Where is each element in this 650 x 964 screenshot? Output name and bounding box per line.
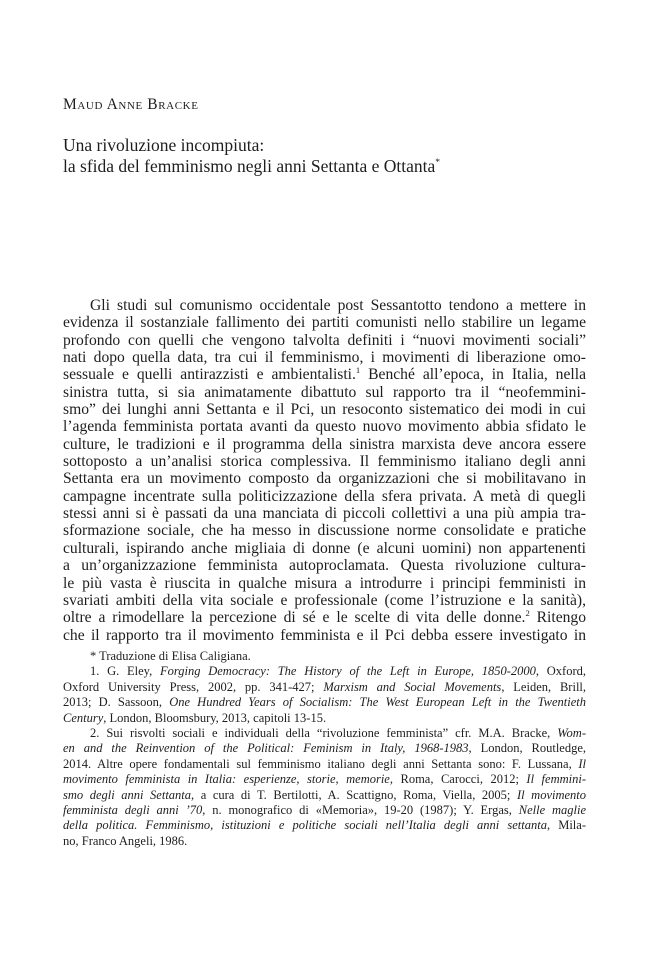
body-line: l’agenda femminista portata avanti da questo nuovo movimento abbia sfidato le <box>63 418 586 436</box>
body-line <box>63 609 586 626</box>
title-footnote-mark: * <box>435 157 441 169</box>
body-line-text: Benché all’epoca, in Italia, nella <box>360 366 586 384</box>
body-line: Gli studi sul comunismo occidentale post Sessantotto tendono a mettere in <box>90 297 586 314</box>
footnote-text: 2014. Altre opere fondamentali sul femminismo italiano degli anni Settanta sono: F. Lussana, <box>63 756 579 771</box>
footnote-text: , London, Routledge, <box>468 741 587 756</box>
footnote-2-line <box>63 757 586 772</box>
footnote-star: * Traduzione di Elisa Caligiana. <box>90 649 251 663</box>
footnote-1-line <box>63 664 586 679</box>
footnote-italic: Il femmini- <box>526 772 586 787</box>
body-line: sinistra tutta, si sia animatamente dibattuto sul rapporto tra il “neofemmini- <box>63 383 586 401</box>
footnote-text: Oxford University Press, 2002, pp. 341-427; <box>63 679 324 694</box>
footnote-text: , a cura di T. Bertilotti, A. Scattigno, Roma, Viella, 2005; <box>191 787 517 802</box>
footnote-italic: Wom- <box>557 725 586 740</box>
footnote-italic: Marxism and Social Movements <box>323 679 502 694</box>
body-text <box>63 297 586 644</box>
body-line: a un’organizzazione femminista autoproclamata. Questa rivoluzione cultura- <box>63 557 586 575</box>
title-line-2-text: la sfida del femminismo negli anni Settanta e Ottanta <box>63 156 436 176</box>
footnote-italic: Century <box>63 710 104 725</box>
footnote-2-line <box>63 788 586 803</box>
footnote-text: , Mila- <box>546 818 586 833</box>
body-line: smo” dei lunghi anni Settanta e il Pci, un resoconto sistematico dei modi in cui <box>63 401 586 419</box>
body-line: che il rapporto tra il movimento femminista e il Pci debba essere investigato in <box>63 626 586 644</box>
footnote-italic: Forging Democracy: The History of the Left in Europe, 1850-2000 <box>159 664 536 679</box>
footnote-italic: femminista degli anni ’70 <box>63 802 203 817</box>
footnote-2-line: no, Franco Angeli, 1986. <box>63 833 188 848</box>
body-line: sottoposto a un’analisi storica complessiva. Il femminismo italiano degli anni <box>63 453 586 471</box>
footnotes <box>63 649 586 849</box>
footnote-2-line <box>63 818 586 833</box>
footnote-1-line <box>63 695 586 710</box>
footnote-text: 2013; D. Sassoon, <box>63 695 170 710</box>
body-line: svariati ambiti della vita sociale e professionale (come l’istruzione e la sanità), <box>63 591 586 609</box>
body-line: Settanta era un movimento composto da organizzazioni che si mobilitavano in <box>63 470 586 488</box>
footnote-italic: smo degli anni Settanta <box>63 787 192 802</box>
footnote-1-line <box>63 711 586 726</box>
body-line: profondo con quelli che vengono talvolta definiti i “nuovi movimenti sociali” <box>63 331 586 349</box>
footnote-text: , n. monografico di «Memoria», 19-20 (1987); Y. Ergas, <box>202 802 519 817</box>
footnote-2-line <box>63 772 586 787</box>
article-title <box>63 135 603 177</box>
footnote-2-line <box>63 741 586 756</box>
body-line: campagne incentrate sulla politicizzazione della sfera privata. A metà di quegli <box>63 487 586 505</box>
footnote-italic: Il <box>578 756 586 771</box>
body-line-text: sessuale e quelli antirazzisti e ambientalisti. <box>63 366 356 384</box>
footnote-text: , London, Bloomsbury, 2013, capitoli 13-15. <box>103 710 327 725</box>
footnote-text: , Roma, Carocci, 2012; <box>389 772 527 787</box>
footnote-ref-2: 2 <box>525 608 530 618</box>
footnote-italic: One Hundred Years of Socialism: The West European Left in the Twentieth <box>169 695 586 710</box>
footnote-text: 2. Sui risvolti sociali e individuali della “rivoluzione femminista” cfr. M.A. Bracke, <box>90 725 558 740</box>
footnote-text: 1. G. Eley, <box>90 664 160 679</box>
footnote-ref-1: 1 <box>355 365 361 376</box>
footnote-1-line <box>63 680 586 695</box>
footnote-text: , Leiden, Brill, <box>501 679 587 694</box>
body-line: culture, le tradizioni e il programma della sinistra marxista deve ancora essere <box>63 435 586 453</box>
title-line-1: Una rivoluzione incompiuta: <box>63 135 265 155</box>
footnote-italic: Il movimento <box>516 787 587 802</box>
footnote-2-line <box>63 803 586 818</box>
body-line: stessi anni si è passati da una manciata di piccoli collettivi a una più ampia tra- <box>63 505 586 523</box>
body-line: culturali, ispirando anche migliaia di donne (e alcuni uomini) non appartenenti <box>63 539 586 557</box>
body-line <box>63 366 586 383</box>
footnote-italic: Nelle maglie <box>518 802 586 817</box>
footnote-italic: della politica. Femminismo, istituzioni e politiche sociali nell’Italia degli anni settanta <box>63 818 547 833</box>
body-line: nati dopo quella data, tra cui il femminismo, i movimenti di liberazione omo- <box>63 349 586 367</box>
body-line-text: Ritengo <box>529 609 587 627</box>
footnote-italic: en and the Reinvention of the Political: Feminism in Italy, 1968-1983 <box>63 741 469 756</box>
body-line: le più vasta è riuscita in qualche misura a introdurre i principi femministi in <box>63 574 586 592</box>
title-line-2 <box>63 156 603 177</box>
body-line: sformazione sociale, che ha messo in discussione norme consolidate e pratiche <box>63 522 586 540</box>
footnote-text: , Oxford, <box>535 664 586 679</box>
footnote-italic: movimento femminista in Italia: esperienze, storie, memorie <box>63 772 390 787</box>
author-name: Maud Anne Bracke <box>63 96 199 113</box>
body-line: evidenza il sostanziale fallimento dei partiti comunisti nello stabilire un legame <box>63 314 586 332</box>
footnote-2-line <box>63 726 586 741</box>
body-line-text: oltre a rimodellare la percezione di sé e le scelte di vita delle donne. <box>63 609 526 627</box>
